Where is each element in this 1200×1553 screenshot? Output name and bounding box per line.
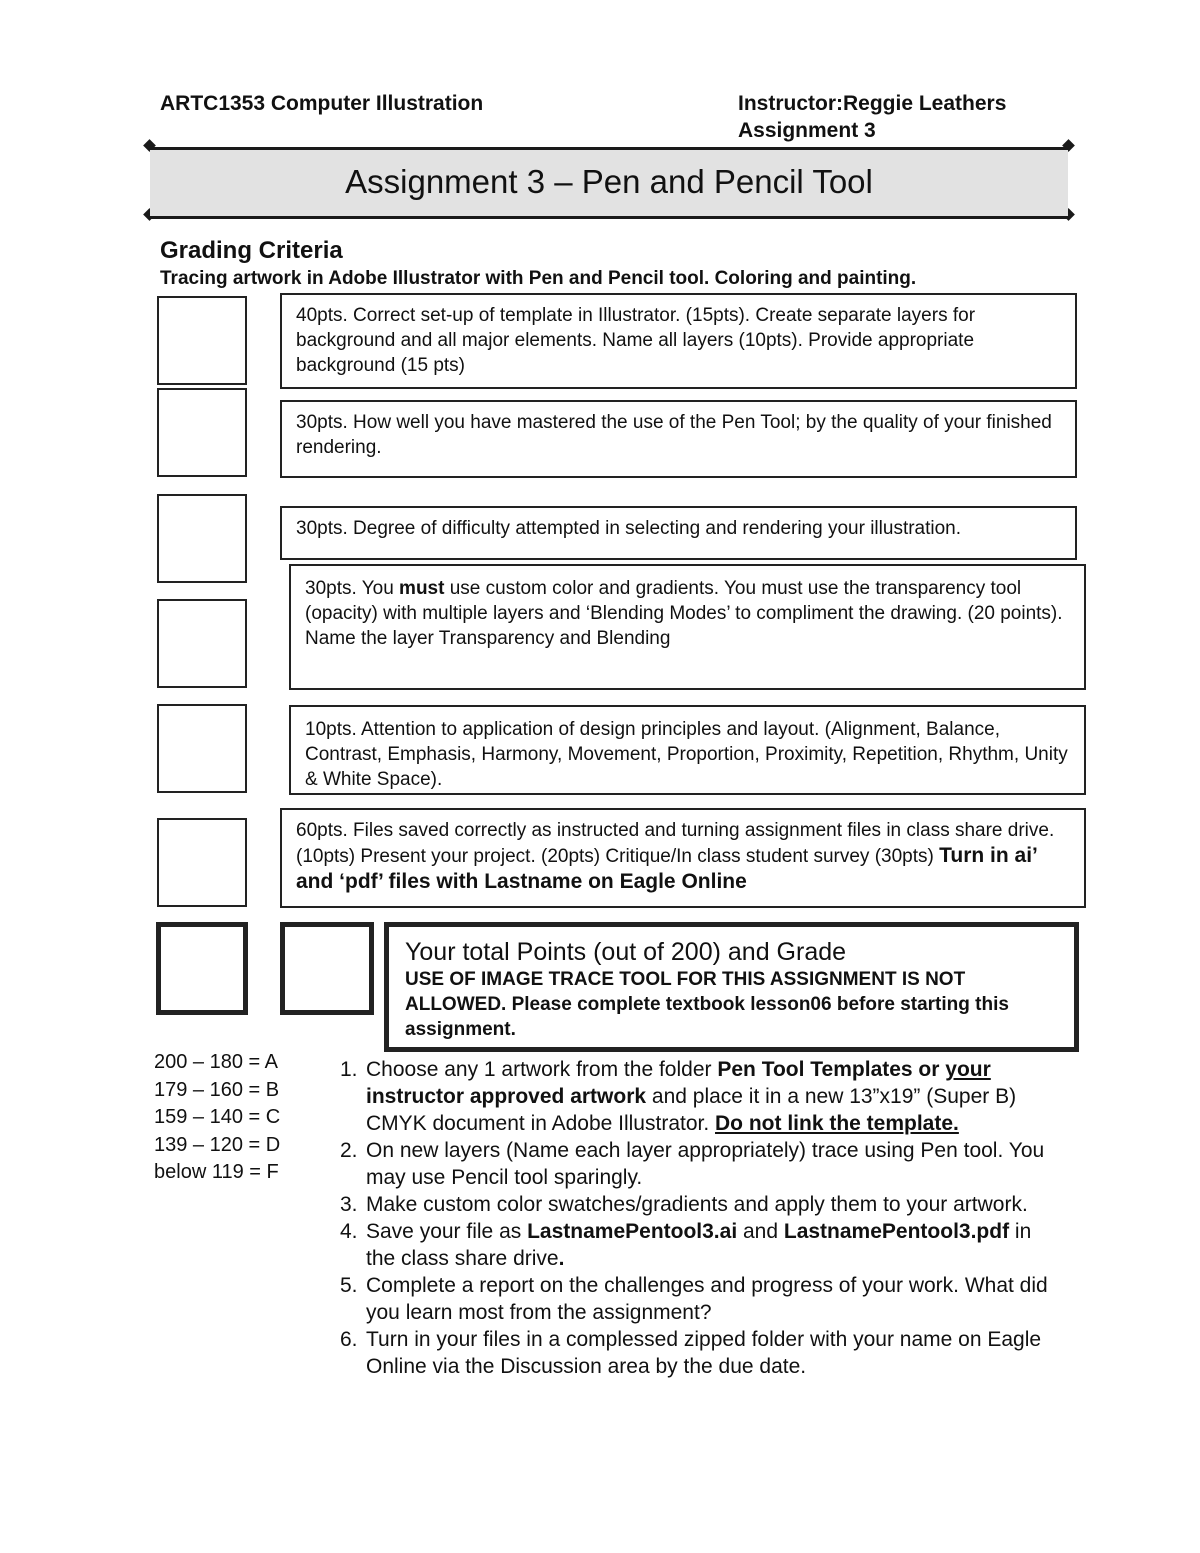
step-emphasis-your: your: [945, 1058, 991, 1081]
step-folder-name: Pen Tool Templates or: [717, 1058, 940, 1081]
step-pdf-filename: LastnamePentool3.pdf: [783, 1220, 1010, 1243]
instructor-name: Instructor:Reggie Leathers: [738, 92, 1007, 115]
criterion-text-pre: 60pts. Files saved correctly as instructed and turning assignment files in class share drive.(10pts) Present your project. (20pts) Critique/In class student survey (30pts): [296, 820, 1055, 867]
grade-scale-row: 179 – 160 = B: [154, 1078, 280, 1101]
criterion-template-setup: [280, 293, 1077, 389]
score-box-4[interactable]: [157, 599, 247, 688]
score-box-5[interactable]: [157, 704, 247, 793]
step-text: and: [737, 1220, 784, 1243]
criterion-text: 30pts. Degree of difficulty attempted in selecting and rendering your illustration.: [296, 518, 962, 539]
grade-box[interactable]: [280, 922, 374, 1015]
step-text: Complete a report on the challenges and progress of your work. What did you learn most from the assignment?: [366, 1274, 1048, 1324]
criterion-text: 30pts. How well you have mastered the use of the Pen Tool; by the quality of your finished rendering.: [296, 412, 1052, 458]
step-approved-artwork: instructor approved artwork: [366, 1085, 647, 1108]
step-5: [340, 1272, 1060, 1326]
score-box-3[interactable]: [157, 494, 247, 583]
grade-scale-row: 139 – 120 = D: [154, 1133, 281, 1156]
step-text: and place it in a new 13”x19” (Super B) CMYK document in Adobe Illustrator.: [366, 1085, 1017, 1135]
step-text: Make custom color swatches/gradients and apply them to your artwork.: [366, 1193, 1028, 1216]
criterion-text-pre: 30pts. You: [305, 578, 400, 599]
grading-heading: Grading Criteria: [160, 237, 343, 264]
criterion-difficulty: [280, 506, 1077, 560]
step-number: 5.: [340, 1274, 358, 1297]
step-text: On new layers (Name each layer appropriately) trace using Pen tool. You may use Pencil tool sparingly.: [366, 1139, 1045, 1189]
step-number: 3.: [340, 1193, 358, 1216]
image-trace-warning: USE OF IMAGE TRACE TOOL FOR THIS ASSIGNMENT IS NOT ALLOWED. Please complete textbook lesson06 before starting this assignment.: [405, 969, 1009, 1040]
score-box-1[interactable]: [157, 296, 247, 385]
grade-scale-row: 200 – 180 = A: [154, 1051, 279, 1073]
step-warning-link: Do not link the template.: [715, 1112, 959, 1135]
total-points-box[interactable]: [156, 922, 248, 1015]
page-title: Assignment 3 – Pen and Pencil Tool: [150, 147, 1068, 219]
step-ai-filename: LastnamePentool3.ai: [527, 1220, 738, 1243]
step-6: [340, 1326, 1060, 1380]
total-points-panel: [384, 922, 1079, 1052]
step-number: 1.: [340, 1058, 358, 1081]
criterion-text-emphasis: Turn in ai’ and ‘pdf’ files with Lastname on Eagle Online: [296, 844, 1037, 893]
grade-scale-row: below 119 = F: [154, 1161, 279, 1183]
criterion-design-principles: [289, 705, 1086, 795]
course-title: ARTC1353 Computer Illustration: [160, 92, 484, 115]
criterion-text-emphasis: must: [399, 578, 445, 599]
score-box-2[interactable]: [157, 388, 247, 477]
criterion-text: 10pts. Attention to application of design principles and layout. (Alignment, Balance, Contrast, Emphasis, Harmony, Movement, Proportion, Proximity, Repetition, Rhythm, Unity & White Space).: [305, 719, 1068, 790]
grade-scale-row: 159 – 140 = C: [154, 1106, 281, 1128]
total-points-heading: Your total Points (out of 200) and Grade: [405, 938, 847, 966]
score-box-6[interactable]: [157, 818, 247, 907]
step-text: Save your file as: [366, 1220, 528, 1243]
assignment-label: Assignment 3: [738, 119, 876, 142]
step-period: .: [558, 1247, 565, 1270]
grade-scale: [154, 1049, 280, 1187]
grading-subheading: Tracing artwork in Adobe Illustrator with Pen and Pencil tool. Coloring and painting.: [160, 268, 917, 289]
criterion-file-submission: [280, 808, 1086, 908]
step-number: 4.: [340, 1220, 358, 1243]
step-text: Choose any 1 artwork from the folder: [366, 1058, 718, 1081]
instruction-steps: [340, 1056, 1060, 1380]
step-1: [340, 1056, 1060, 1137]
criterion-text: 40pts. Correct set-up of template in Illustrator. (15pts). Create separate layers for background and all major elements. Name all layers (10pts). Provide appropriate background (15 pts): [296, 305, 976, 376]
step-2: [340, 1137, 1060, 1191]
step-4: [340, 1218, 1060, 1272]
step-3: [340, 1191, 1060, 1218]
step-number: 2.: [340, 1139, 358, 1162]
step-number: 6.: [340, 1328, 358, 1351]
criterion-pen-tool-mastery: [280, 400, 1077, 478]
criterion-text-post: use custom color and gradients. You must use the transparency tool (opacity) with multiple layers and ‘Blending Modes’ to compliment the drawing. (20 points). Name the layer Transparency and Blending: [305, 578, 1063, 649]
criterion-color-transparency: [289, 564, 1086, 690]
step-text: Turn in your files in a complessed zipped folder with your name on Eagle Online via the Discussion area by the due date.: [366, 1328, 1042, 1378]
step-text: in the class share drive: [366, 1220, 1032, 1270]
